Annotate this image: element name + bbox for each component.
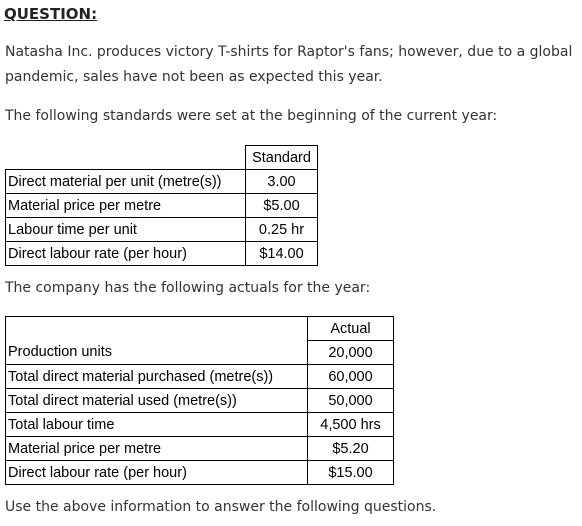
row-label: Total direct material used (metre(s))	[6, 389, 308, 413]
standards-table	[5, 145, 318, 266]
header-blank-cell	[6, 146, 246, 170]
closing-text: Use the above information to answer the following questions.	[5, 499, 437, 515]
row-label: Direct labour rate (per hour)	[6, 242, 246, 266]
row-value: $5.20	[308, 437, 394, 461]
header-blank-cell	[6, 317, 308, 341]
row-value: 0.25 hr	[246, 218, 318, 242]
standards-intro: The following standards were set at the beginning of the current year:	[5, 108, 498, 124]
row-label: Material price per metre	[6, 194, 246, 218]
table-row	[6, 389, 394, 413]
question-heading: QUESTION:	[4, 5, 98, 23]
row-value: 60,000	[308, 365, 394, 389]
table-row	[6, 365, 394, 389]
table-row	[6, 218, 318, 242]
table-row	[6, 194, 318, 218]
row-value: 3.00	[246, 170, 318, 194]
row-label: Labour time per unit	[6, 218, 246, 242]
row-label: Production units	[6, 341, 308, 365]
row-value: 20,000	[308, 341, 394, 365]
row-label: Total direct material purchased (metre(s))	[6, 365, 308, 389]
table-row	[6, 242, 318, 266]
row-value: 50,000	[308, 389, 394, 413]
actuals-intro: The company has the following actuals for the year:	[5, 280, 371, 296]
row-label: Direct material per unit (metre(s))	[6, 170, 246, 194]
table-row	[6, 413, 394, 437]
intro-line-2: pandemic, sales have not been as expected this year.	[5, 69, 383, 85]
table-row	[6, 461, 394, 485]
row-value: $5.00	[246, 194, 318, 218]
actuals-table	[5, 316, 394, 485]
actual-column-header: Actual	[308, 317, 394, 341]
row-value: $14.00	[246, 242, 318, 266]
table-row	[6, 341, 394, 365]
row-value: $15.00	[308, 461, 394, 485]
table-row	[6, 437, 394, 461]
row-value: 4,500 hrs	[308, 413, 394, 437]
row-label: Material price per metre	[6, 437, 308, 461]
standard-column-header: Standard	[246, 146, 318, 170]
table-row	[6, 146, 318, 170]
row-label: Total labour time	[6, 413, 308, 437]
table-row	[6, 170, 318, 194]
table-row	[6, 317, 394, 341]
row-label: Direct labour rate (per hour)	[6, 461, 308, 485]
intro-line-1: Natasha Inc. produces victory T-shirts for Raptor's fans; however, due to a global	[5, 44, 573, 60]
